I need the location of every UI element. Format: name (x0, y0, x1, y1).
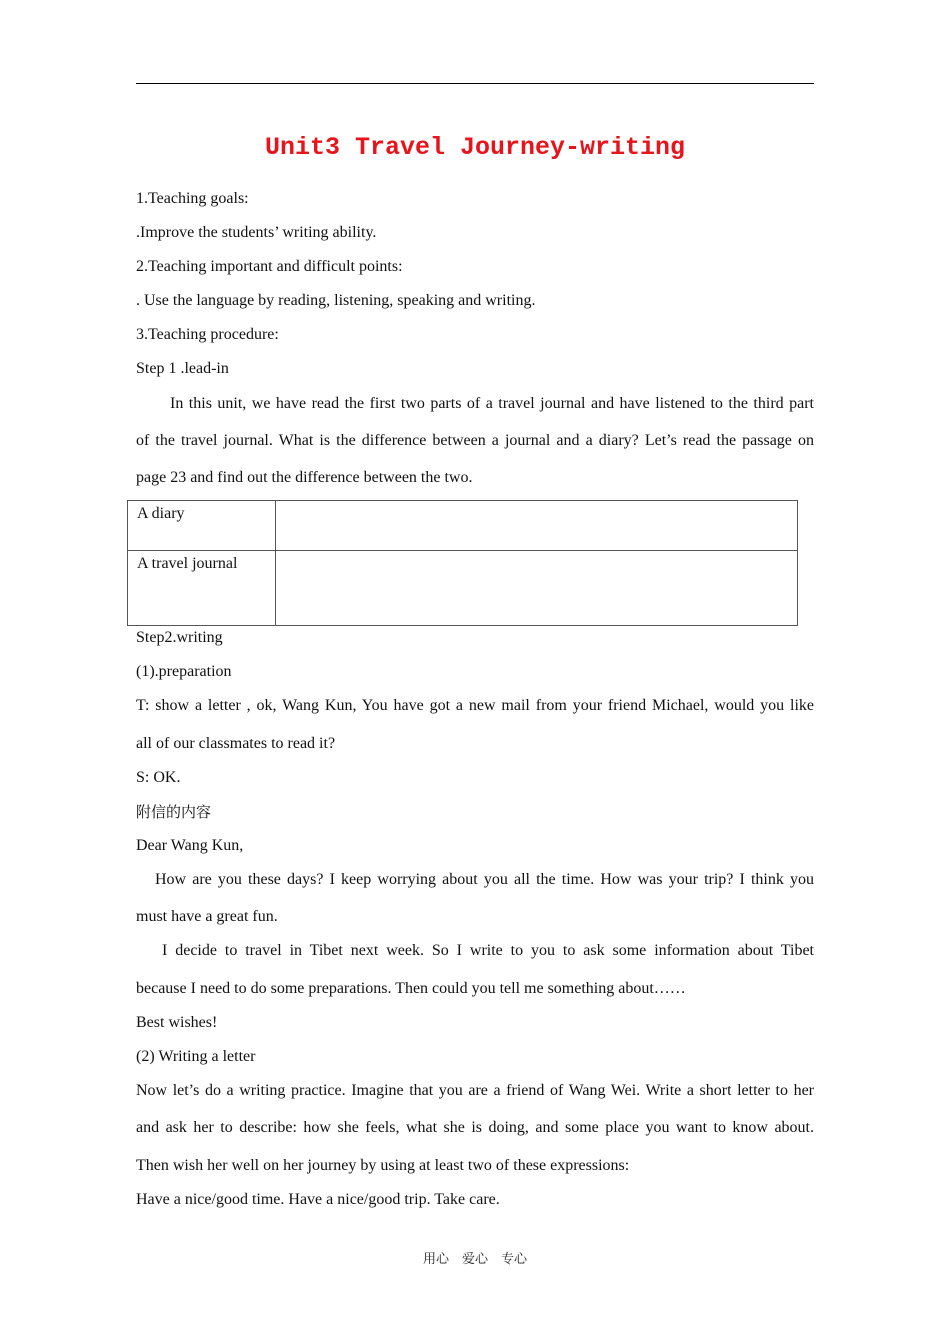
paragraph-line: and ask her to describe: how she feels, what she is doing, and some place you want to know about. (136, 1119, 814, 1136)
goals-text: .Improve the students’ writing ability. (136, 224, 377, 241)
step2-heading: Step2.writing (136, 629, 223, 646)
paragraph-line: Then wish her well on her journey by using at least two of these expressions: (136, 1157, 630, 1174)
preparation-heading: (1).preparation (136, 663, 232, 680)
writing-letter-heading: (2) Writing a letter (136, 1048, 256, 1065)
table-row (128, 551, 798, 626)
procedure-heading: 3.Teaching procedure: (136, 326, 279, 343)
student-reply: S: OK. (136, 769, 181, 786)
table-cell-diary-value (276, 501, 798, 551)
paragraph-line: of the travel journal. What is the difference between a journal and a diary? Let’s read the passage on (136, 432, 814, 449)
paragraph-line: page 23 and find out the difference between the two. (136, 469, 473, 486)
paragraph-line: T: show a letter , ok, Wang Kun, You have got a new mail from your friend Michael, would you like (136, 697, 814, 714)
table-cell-journal-label: A travel journal (128, 551, 276, 626)
points-heading: 2.Teaching important and difficult points: (136, 258, 403, 275)
attachment-label: 附信的内容 (136, 803, 212, 821)
letter-line: I decide to travel in Tibet next week. So I write to you to ask some information about Tibet (162, 942, 814, 959)
paragraph-line: all of our classmates to read it? (136, 735, 336, 752)
letter-line: How are you these days? I keep worrying about you all the time. How was your trip? I think you (155, 871, 814, 888)
letter-line: because I need to do some preparations. Then could you tell me something about…… (136, 980, 686, 997)
expressions-line: Have a nice/good time. Have a nice/good trip. Take care. (136, 1191, 500, 1208)
paragraph-line: Now let’s do a writing practice. Imagine that you are a friend of Wang Wei. Write a short letter to her (136, 1082, 814, 1099)
page-footer: 用心 爱心 专心 (422, 1252, 527, 1267)
header-rule (136, 83, 814, 84)
letter-line: must have a great fun. (136, 908, 278, 925)
table-cell-diary-label: A diary (128, 501, 276, 551)
goals-heading: 1.Teaching goals: (136, 190, 249, 207)
letter-salutation: Dear Wang Kun, (136, 837, 244, 854)
document-title: Unit3 Travel Journey-writing (264, 133, 686, 162)
table-row (128, 501, 798, 551)
letter-closing: Best wishes! (136, 1014, 218, 1031)
step1-heading: Step 1 .lead-in (136, 360, 229, 377)
paragraph-line: In this unit, we have read the first two parts of a travel journal and have listened to the third part (170, 395, 814, 412)
points-text: . Use the language by reading, listening, speaking and writing. (136, 292, 536, 309)
table-cell-journal-value (276, 551, 798, 626)
comparison-table (127, 500, 798, 626)
